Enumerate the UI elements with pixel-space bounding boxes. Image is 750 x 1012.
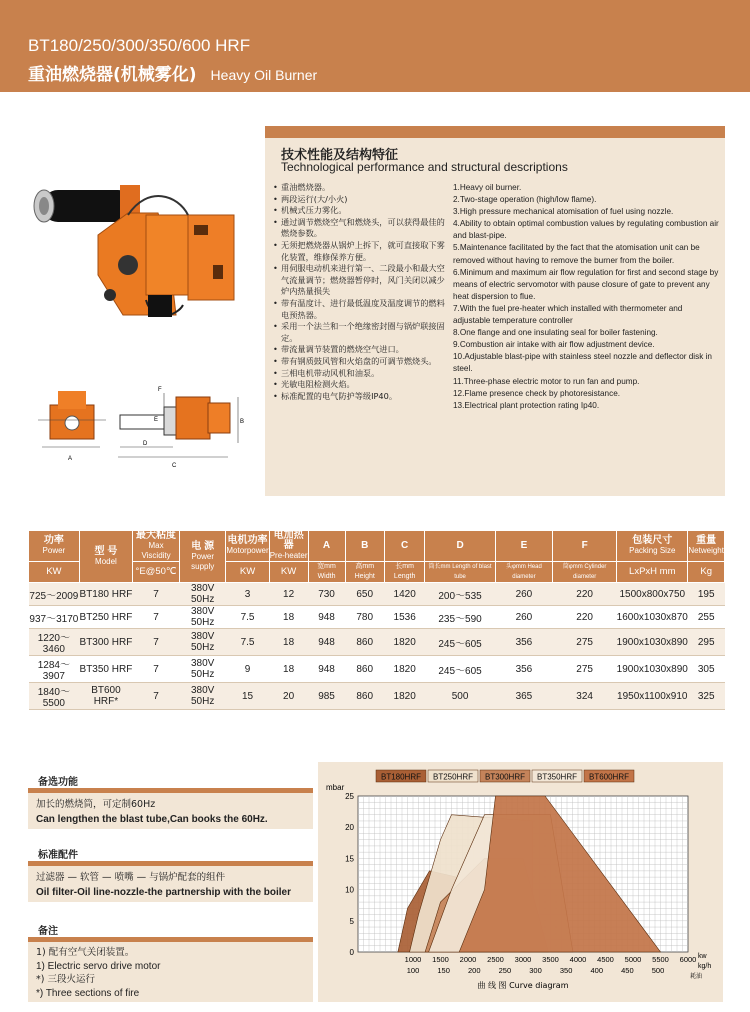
list-item: 4.Ability to obtain optimal combustion values by regulating combustion air and blast-pipe.: [453, 219, 719, 241]
table-cell: 725～2009: [29, 583, 80, 606]
product-images: [28, 175, 258, 485]
dim-label-f: F: [158, 387, 162, 393]
x-tick-label: 1000: [404, 955, 422, 964]
col-header-c: C: [384, 531, 425, 562]
table-cell: 860: [345, 656, 384, 683]
table-cell: 780: [345, 606, 384, 629]
dim-label-e: E: [154, 417, 159, 423]
side-view-drawing: [118, 387, 244, 469]
table-row: [29, 583, 725, 606]
table-cell: 1900x1030x890: [617, 656, 688, 683]
table-cell: BT300 HRF: [79, 629, 132, 656]
table-cell: 15: [226, 683, 269, 710]
chart-title: 曲 线 图 Curve diagram: [477, 981, 569, 990]
unit-a: 宽mm Width: [308, 562, 345, 583]
list-item: • 采用一个法兰和一个绝缘密封圈与锅炉联接固定。: [273, 321, 451, 344]
standard-box: [28, 866, 313, 902]
unit-b: 高mm Height: [345, 562, 384, 583]
x2-tick-label: 400: [590, 966, 604, 975]
legend-label: BT180HRF: [380, 772, 422, 782]
table-cell: 275: [553, 629, 617, 656]
table-cell: 1500x800x750: [617, 583, 688, 606]
table-cell: 18: [269, 629, 308, 656]
legend-label: BT300HRF: [484, 772, 526, 782]
x2-tick-label: 200: [467, 966, 481, 975]
x-tick-label: 4500: [597, 955, 614, 964]
col-header-packing: 包装尺寸 Packing Size: [617, 531, 688, 562]
x2-tick-label: 450: [621, 966, 634, 975]
x-tick-label: 2000: [459, 955, 477, 964]
legend-label: BT350HRF: [536, 772, 578, 782]
table-cell: BT350 HRF: [79, 656, 132, 683]
table-cell: 220: [553, 583, 617, 606]
list-item: • 重油燃烧器。: [273, 182, 451, 194]
note-line: 1) Electric servo drive motor: [36, 960, 161, 972]
list-item: 5.Maintenance facilitated by the fact that the atomisation unit can be removed without having to remove the burner from the boiler.: [453, 243, 700, 265]
unit-weight: Kg: [688, 562, 725, 583]
y-axis-label: mbar: [326, 783, 345, 792]
table-cell: 7.5: [226, 629, 269, 656]
table-cell: 860: [345, 683, 384, 710]
list-item: 9.Combustion air intake with air flow adjustment device.: [453, 340, 655, 350]
col-header-model: 型 号 Model: [79, 531, 132, 583]
table-cell: 7: [133, 683, 180, 710]
spec-panel: [265, 126, 725, 496]
table-cell: 937～3170: [29, 606, 80, 629]
unit-f: 筒φmm Cylinder diameter: [553, 562, 617, 583]
table-cell: 12: [269, 583, 308, 606]
table-cell: 260: [495, 606, 552, 629]
table-cell: 20: [269, 683, 308, 710]
col-header-weight: 重量 Netweight: [688, 531, 725, 562]
table-cell: 275: [553, 656, 617, 683]
list-item: 7.With the fuel pre-heater which installed with thermometer and adjustable temperature controller: [453, 303, 683, 326]
table-cell: 220: [553, 606, 617, 629]
table-cell: 860: [345, 629, 384, 656]
table-cell: 1820: [384, 629, 425, 656]
table-cell: 948: [308, 656, 345, 683]
table-row: [29, 606, 725, 629]
table-cell: 948: [308, 606, 345, 629]
table-cell: 7: [133, 583, 180, 606]
list-item: • 通过调节燃烧空气和燃烧头，可以获得最佳的燃烧参数。: [273, 217, 451, 240]
x-tick-label: 2500: [487, 955, 504, 964]
list-item: • 三相电机带动风机和油泵。: [273, 368, 451, 380]
table-cell: 255: [688, 606, 725, 629]
table-cell: 245～605: [425, 629, 495, 656]
unit-viscosity: °E@50℃: [133, 562, 180, 583]
note-line: 1) 配有空气关闭装置。: [36, 947, 135, 958]
unit-d: 筒长mm Length of blast tube: [425, 562, 495, 583]
table-cell: 195: [688, 583, 725, 606]
list-item: 2.Two-stage operation (high/low flame).: [453, 195, 597, 205]
y-tick-label: 15: [345, 854, 354, 864]
x2-tick-label: 300: [529, 966, 542, 975]
table-cell: 1950x1100x910: [617, 683, 688, 710]
unit-packing: LxPxH mm: [617, 562, 688, 583]
burner-photo: [34, 185, 234, 317]
standard-en: Oil filter-Oil line-nozzle-the partnership with the boiler: [36, 887, 292, 898]
x2-axis-label: kg/h: [698, 963, 712, 970]
table-cell: 325: [688, 683, 725, 710]
list-item: 12.Flame presence check by photoresistance.: [453, 388, 621, 398]
table-cell: 1220～3460: [29, 629, 80, 656]
table-cell: 18: [269, 606, 308, 629]
list-item: • 标准配置的电气防护等级IP40。: [273, 391, 451, 403]
model-line: BT180/250/300/350/600 HRF: [28, 36, 251, 55]
table-cell: 380V 50Hz: [179, 656, 225, 683]
standard-title: 标准配件: [38, 850, 78, 861]
note-line: *) 三段火运行: [36, 974, 95, 985]
list-item: 1.Heavy oil burner.: [453, 183, 522, 192]
dim-label-d: D: [143, 441, 148, 447]
table-cell: 7: [133, 606, 180, 629]
table-cell: 324: [553, 683, 617, 710]
spec-table: [28, 530, 725, 710]
table-cell: 3: [226, 583, 269, 606]
options-cn: 加长的燃烧筒，可定制60Hz: [36, 799, 156, 810]
table-unit-row: [29, 562, 725, 583]
x2-tick-label: 250: [498, 966, 512, 975]
col-header-b: B: [345, 531, 384, 562]
table-cell: 7: [133, 656, 180, 683]
list-item: • 用伺服电动机来进行第一、二段最小和最大空气流量调节；燃烧器暂停时，风门关闭以减少炉内热量损失: [273, 263, 451, 298]
table-cell: 1536: [384, 606, 425, 629]
page-title: [28, 60, 317, 85]
table-cell: BT250 HRF: [79, 606, 132, 629]
col-header-viscosity: 最大粘度 Max Viscidity: [133, 531, 180, 562]
spec-en-title: Technological performance and structural descriptions: [281, 160, 568, 174]
col-header-power-supply: 电 源 Power supply: [179, 531, 225, 583]
note-line: *) Three sections of fire: [36, 987, 140, 999]
spec-en-list: [453, 182, 721, 412]
unit-preheater: KW: [269, 562, 308, 583]
list-item: • 带流量调节装置的燃烧空气进口。: [273, 344, 451, 356]
list-item: 8.One flange and one insulating seal for boiler fastening.: [453, 328, 658, 338]
front-view-drawing: [38, 391, 106, 462]
col-header-motor: 电机功率 Motorpower: [226, 531, 269, 562]
table-cell: 235～590: [425, 606, 495, 629]
table-cell: 1284～3907: [29, 656, 80, 683]
y-tick-label: 25: [345, 792, 354, 801]
list-item: • 光敏电阻检测火焰。: [273, 379, 451, 391]
table-cell: 1820: [384, 656, 425, 683]
unit-motor: KW: [226, 562, 269, 583]
table-row: [29, 629, 725, 656]
col-header-preheater: 电加热器 Pre-heater: [269, 530, 308, 560]
table-cell: 1840～5500: [29, 683, 80, 710]
page-header: [0, 0, 750, 92]
col-header-power: 功率 Power: [29, 531, 80, 562]
col-header-f: F: [553, 531, 617, 562]
table-row: [29, 683, 725, 710]
curve-chart-svg: [318, 762, 723, 1002]
x-tick-label: 3500: [542, 955, 559, 964]
table-cell: 380V 50Hz: [179, 606, 225, 629]
x-tick-label: 6000: [679, 955, 697, 964]
table-cell: 1900x1030x890: [617, 629, 688, 656]
table-cell: 730: [308, 583, 345, 606]
unit-e: 头φmm Head diameter: [495, 562, 552, 583]
table-row: [29, 656, 725, 683]
dim-label-b: B: [240, 419, 245, 425]
col-header-e: E: [495, 531, 552, 562]
table-cell: 365: [495, 683, 552, 710]
standard-cn: 过滤器 — 软管 — 喷嘴 — 与锅炉配套的组件: [36, 872, 226, 883]
dim-label-c: C: [172, 463, 177, 469]
table-cell: 985: [308, 683, 345, 710]
table-cell: 650: [345, 583, 384, 606]
x-axis-label: kw: [698, 953, 707, 960]
table-cell: 380V 50Hz: [179, 583, 225, 606]
table-cell: 260: [495, 583, 552, 606]
options-en: Can lengthen the blast tube,Can books the 60Hz.: [36, 814, 268, 825]
notes-title: 备注: [38, 926, 58, 937]
unit-power: KW: [29, 562, 80, 583]
list-item: • 机械式压力雾化。: [273, 205, 451, 217]
table-cell: 7.5: [226, 606, 269, 629]
notes-box: [28, 942, 313, 1002]
table-cell: 200～535: [425, 583, 495, 606]
list-item: • 无须把燃烧器从锅炉上拆下，就可直接取下雾化装置，维修保养方便。: [273, 240, 451, 263]
table-body: [29, 583, 725, 710]
x-tick-label: 1500: [432, 955, 449, 964]
unit-c: 长mm Length: [384, 562, 425, 583]
x-tick-label: 3000: [514, 955, 532, 964]
x-tick-label: 5000: [624, 955, 642, 964]
table-cell: BT600 HRF*: [79, 683, 132, 710]
table-cell: BT180 HRF: [79, 583, 132, 606]
y-tick-label: 5: [349, 916, 354, 926]
table-cell: 1820: [384, 683, 425, 710]
table-cell: 380V 50Hz: [179, 683, 225, 710]
x2-tick-label: 150: [437, 966, 450, 975]
x-tick-label: 4000: [569, 955, 587, 964]
y-tick-label: 20: [345, 823, 354, 833]
x2-tick-label: 100: [406, 966, 420, 975]
table-cell: 295: [688, 629, 725, 656]
table-cell: 18: [269, 656, 308, 683]
table-cell: 7: [133, 629, 180, 656]
table-cell: 500: [425, 683, 495, 710]
x2-axis-label-cn: 耗油: [690, 973, 703, 980]
list-item: 10.Adjustable blast-pipe with stainless steel nozzle and deflector disk in steel.: [453, 352, 712, 374]
table-cell: 9: [226, 656, 269, 683]
list-item: 13.Electrical plant protection rating Ip40.: [453, 400, 600, 410]
table-cell: 948: [308, 629, 345, 656]
x-tick-label: 5500: [652, 955, 669, 964]
table-cell: 380V 50Hz: [179, 629, 225, 656]
list-item: • 带有温度计、进行最低温度及温度调节的燃料电预热器。: [273, 298, 451, 321]
list-item: 3.High pressure mechanical atomisation of fuel using nozzle.: [453, 207, 674, 217]
legend-label: BT600HRF: [588, 772, 630, 782]
y-tick-label: 10: [345, 885, 354, 895]
list-item: 6.Minimum and maximum air flow regulation for first and second stage by means of electric servomotor with pause closure of gate to prevent any heat dispersion to flue.: [453, 267, 719, 301]
legend-label: BT250HRF: [432, 772, 474, 782]
cn-title: 重油燃烧器(机械雾化): [28, 65, 197, 85]
options-box: [28, 793, 313, 829]
table-cell: 356: [495, 656, 552, 683]
x2-tick-label: 350: [559, 966, 573, 975]
list-item: 11.Three-phase electric motor to run fan and pump.: [453, 376, 640, 386]
table-cell: 1600x1030x870: [617, 606, 688, 629]
dim-label-a: A: [68, 456, 73, 462]
en-title: Heavy Oil Burner: [210, 67, 318, 83]
table-cell: 356: [495, 629, 552, 656]
table-cell: 245～605: [425, 656, 495, 683]
list-item: • 两段运行(大/小火): [273, 194, 451, 206]
table-cell: 1420: [384, 583, 425, 606]
table-cell: 305: [688, 656, 725, 683]
spec-cn-title: 技术性能及结构特征: [281, 148, 399, 163]
col-header-d: D: [425, 531, 495, 562]
x2-tick-label: 500: [651, 966, 665, 975]
options-title: 备选功能: [38, 777, 78, 788]
curve-chart: [318, 762, 723, 1002]
y-tick-label: 0: [349, 948, 354, 957]
table-header-row: [29, 531, 725, 562]
col-header-a: A: [308, 531, 345, 562]
burner-illustration: [28, 175, 258, 485]
spec-title-bar: [265, 126, 725, 138]
list-item: • 带有钢质鼓风管和火焰盘的可调节燃烧头。: [273, 356, 451, 368]
spec-cn-list: [273, 182, 451, 402]
